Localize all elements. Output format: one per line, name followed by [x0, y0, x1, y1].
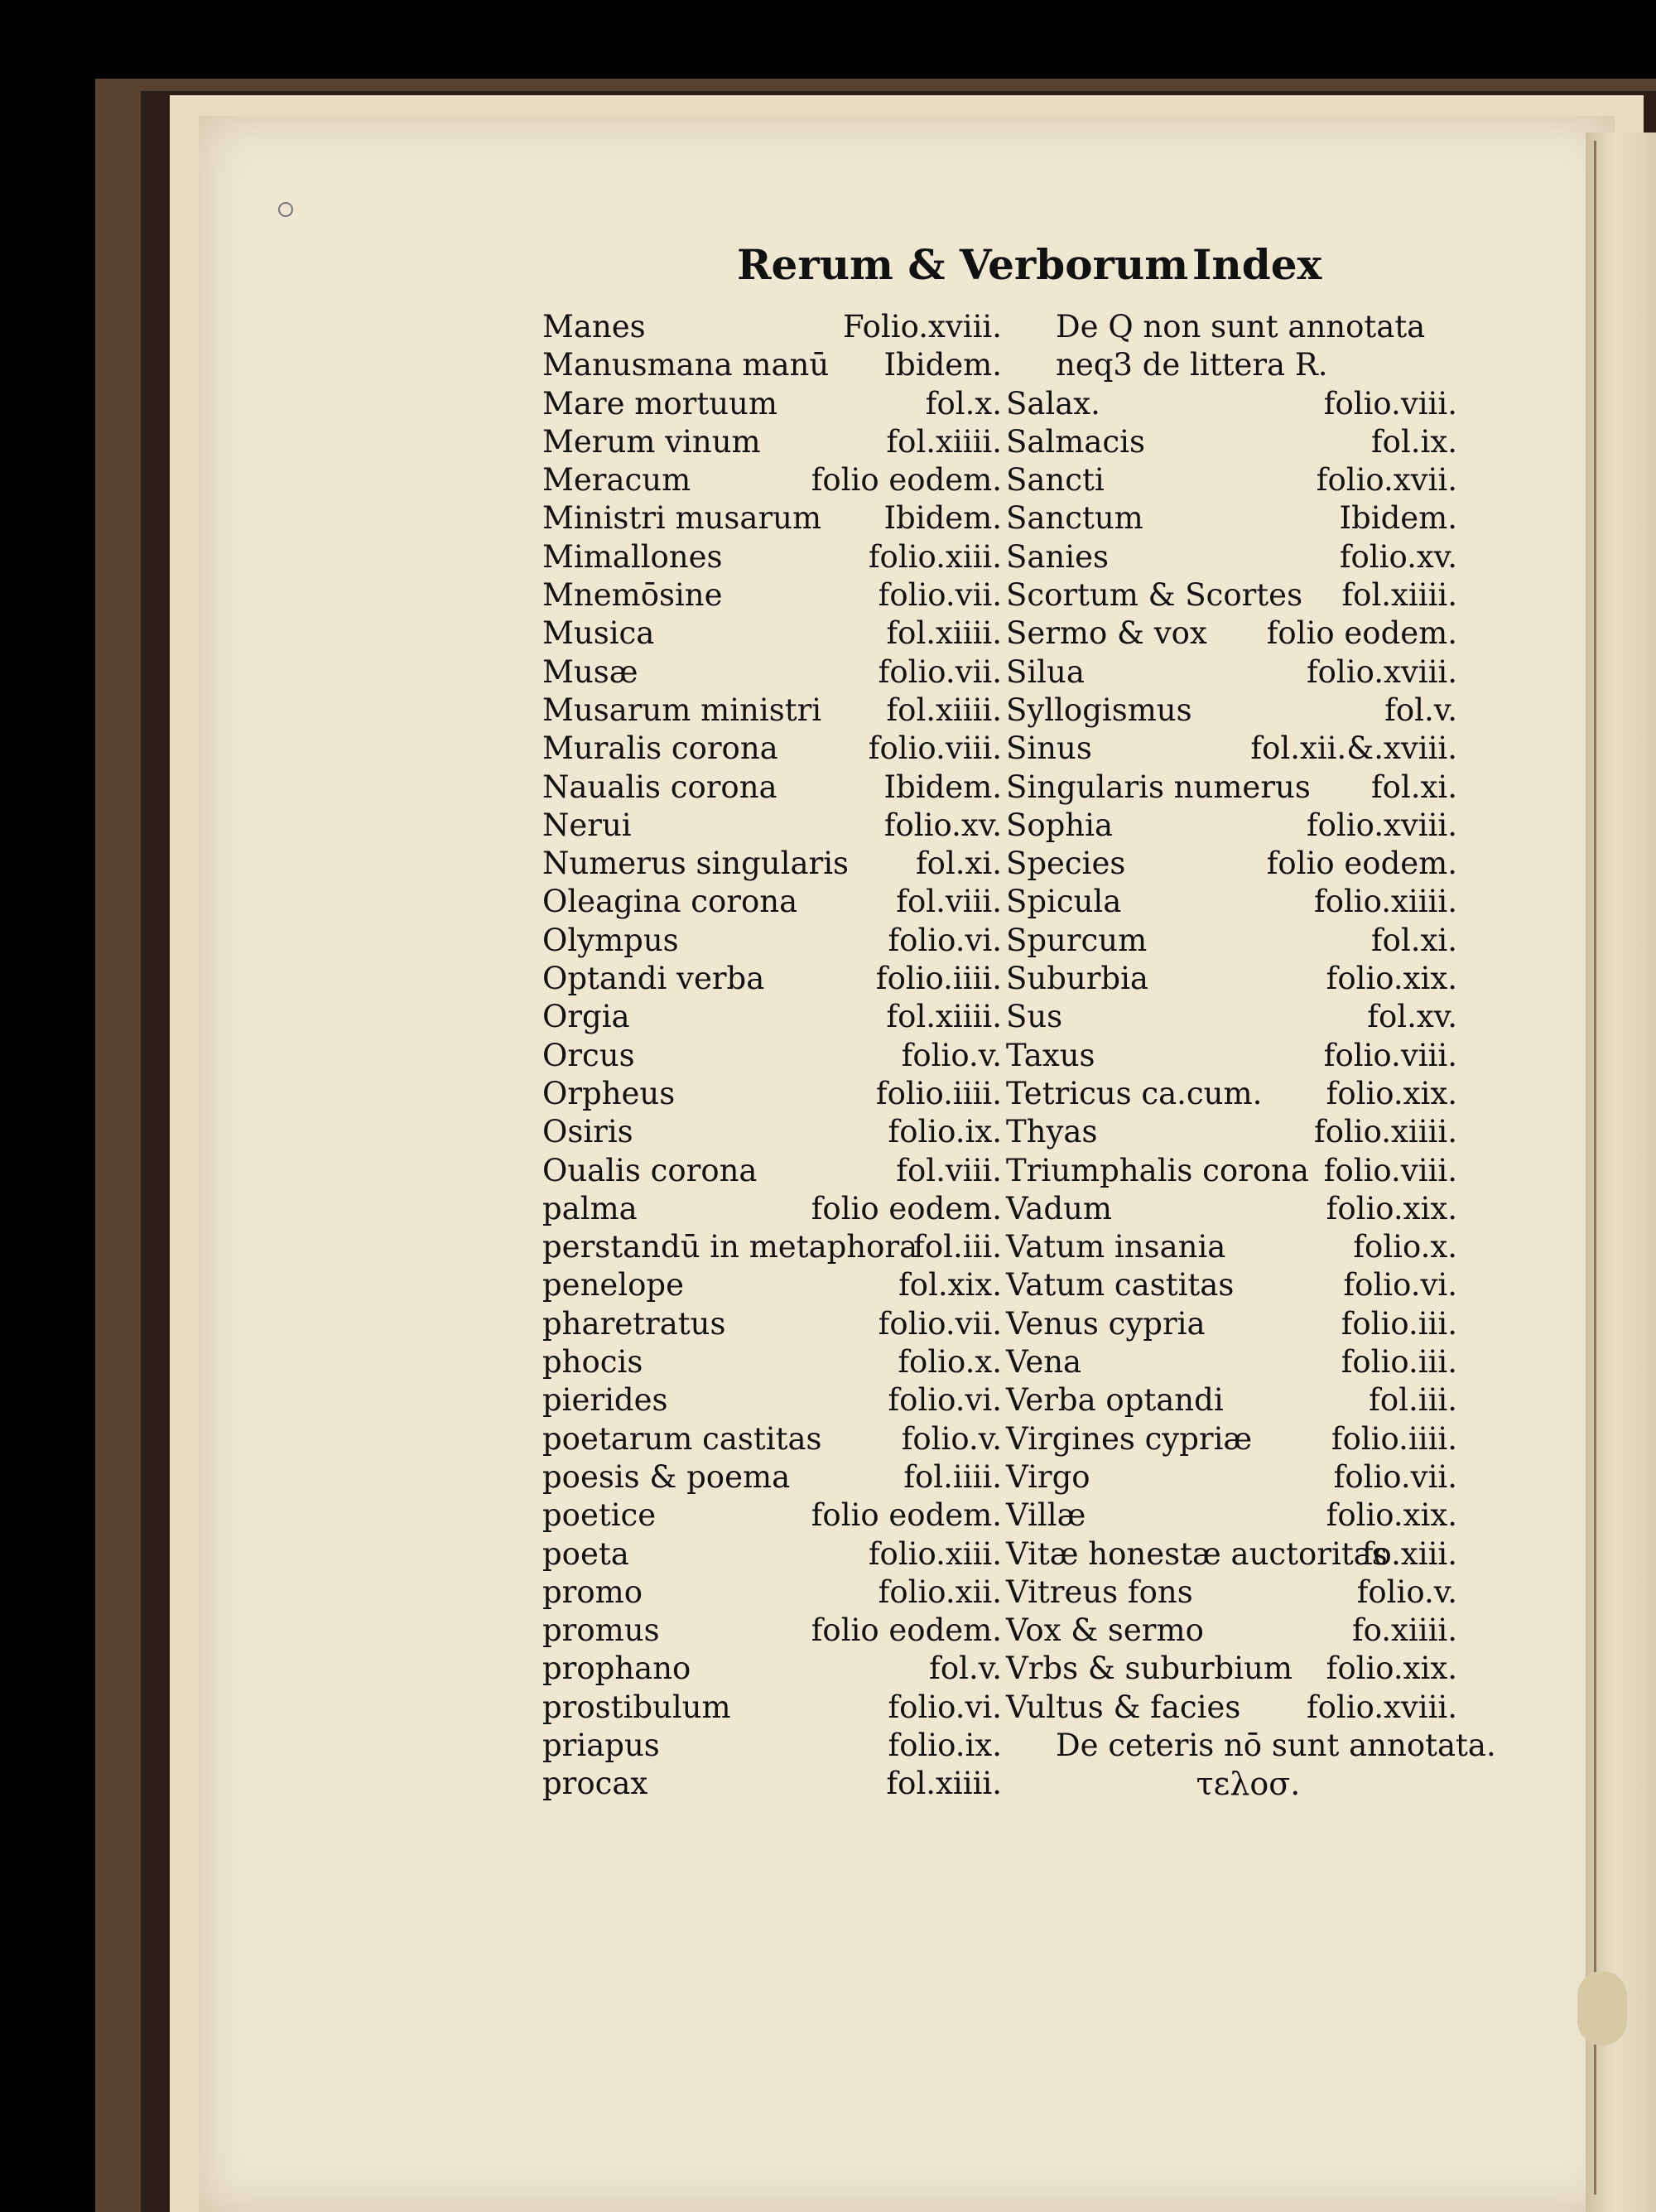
entry-word: Olympus: [542, 922, 679, 958]
entry-folio: folio.xviii.: [1306, 807, 1457, 843]
entry-word: Syllogismus: [1006, 692, 1192, 728]
entry-word: Optandi verba: [542, 961, 765, 997]
entry-word: promo: [542, 1573, 643, 1610]
entry-word: Ministri musarum: [542, 500, 822, 537]
entry-folio: fol.xiiii.: [886, 999, 1002, 1035]
entry-folio: fol.xiiii.: [886, 1766, 1002, 1802]
entry-folio: folio.x.: [1353, 1229, 1457, 1265]
entry-folio: folio.vii.: [1333, 1458, 1457, 1495]
entry-folio: folio.xix.: [1326, 961, 1457, 997]
entry-word: promus: [542, 1612, 660, 1649]
entry-word: poesis & poema: [542, 1458, 791, 1495]
entry-word: Scortum & Scortes: [1006, 577, 1303, 614]
index-entry: [1006, 1228, 1457, 1266]
index-entry: [542, 1458, 1002, 1496]
index-entry: [1006, 1305, 1457, 1343]
index-entry: [542, 1190, 1002, 1228]
index-entry: [542, 1650, 1002, 1688]
entry-folio: folio.viii.: [1323, 1152, 1457, 1188]
entry-word: Sanctum: [1006, 500, 1143, 537]
entry-folio: folio.viii.: [1323, 385, 1457, 422]
entry-folio: folio.xiii.: [868, 1535, 1002, 1572]
index-entry: [542, 346, 1002, 384]
entry-folio: fol.xiiii.: [886, 692, 1002, 728]
entry-word: palma: [542, 1190, 638, 1226]
entry-word: phocis: [542, 1344, 643, 1381]
entry-word: Sancti: [1006, 462, 1105, 499]
index-entry: [1006, 614, 1457, 653]
index-entry: [1006, 538, 1457, 576]
entry-folio: folio.xix.: [1326, 1075, 1457, 1111]
entry-word: Villæ: [1006, 1497, 1086, 1534]
entry-folio: folio eodem.: [1266, 846, 1457, 882]
entry-word: Musarum ministri: [542, 692, 822, 728]
index-entry: [1006, 1075, 1457, 1113]
index-entry: [542, 922, 1002, 960]
entry-word: Taxus: [1006, 1037, 1095, 1073]
index-entry: [1006, 1190, 1457, 1228]
entry-folio: folio.iiii.: [875, 961, 1002, 997]
entry-word: Vitreus fons: [1006, 1573, 1193, 1610]
index-entry: [542, 614, 1002, 653]
index-entry: [542, 1573, 1002, 1612]
entry-word: Osiris: [542, 1114, 633, 1150]
left-index-column: [542, 308, 1002, 1804]
entry-folio: folio.xii.: [878, 1573, 1002, 1610]
entry-folio: folio eodem.: [1266, 615, 1457, 652]
index-entry: [542, 1305, 1002, 1343]
entry-word: prophano: [542, 1651, 691, 1687]
index-entry: [1006, 1573, 1457, 1612]
index-entry: [1006, 845, 1457, 883]
index-entry: [1006, 1612, 1457, 1650]
entry-folio: folio.xix.: [1326, 1651, 1457, 1687]
index-entry: [542, 499, 1002, 537]
entry-folio: fol.x.: [925, 385, 1002, 422]
index-entry: [542, 576, 1002, 614]
index-entry: [542, 308, 1002, 346]
ring-mark: [278, 202, 293, 217]
index-entry: [1006, 883, 1457, 921]
entry-word: Spicula: [1006, 884, 1122, 920]
index-entry: [1006, 1496, 1457, 1535]
entry-word: Tetricus ca.cum.: [1006, 1075, 1263, 1111]
entry-word: Triumphalis corona: [1006, 1152, 1309, 1188]
entry-word: Orgia: [542, 999, 630, 1035]
entry-word: Sophia: [1006, 807, 1114, 843]
entry-word: Oleagina corona: [542, 884, 798, 920]
index-entry: [1006, 1037, 1457, 1075]
entry-word: poetarum castitas: [542, 1420, 822, 1457]
index-entry: [542, 538, 1002, 576]
entry-word: Oualis corona: [542, 1152, 758, 1188]
entry-folio: folio.vi.: [888, 922, 1002, 958]
index-entry: [1006, 385, 1457, 423]
entry-folio: folio eodem.: [811, 1612, 1002, 1649]
index-entry: [1006, 1343, 1457, 1381]
entry-folio: folio.xviii.: [1306, 1689, 1457, 1725]
entry-folio: fol.xi.: [1370, 922, 1457, 958]
binding-tie: [1577, 1971, 1627, 2046]
index-entry: [542, 692, 1002, 730]
entry-word: procax: [542, 1766, 648, 1802]
entry-folio: fol.xiiii.: [1341, 577, 1457, 614]
index-entry: [1006, 423, 1457, 461]
entry-word: Merum vinum: [542, 423, 761, 460]
index-entry: [1006, 1650, 1457, 1688]
index-entry: [542, 423, 1002, 461]
title-right: Index: [1192, 240, 1322, 289]
entry-folio: folio.v.: [1356, 1573, 1457, 1610]
entry-folio: folio.vi.: [1343, 1267, 1457, 1304]
entry-folio: fol.viii.: [896, 1152, 1002, 1188]
index-entry: [1006, 1381, 1457, 1419]
entry-word: Musica: [542, 615, 655, 652]
entry-folio: fol.xi.: [1370, 769, 1457, 805]
entry-word: poeta: [542, 1535, 629, 1572]
index-entry: [542, 845, 1002, 883]
index-entry: [542, 1381, 1002, 1419]
entry-word: Sermo & vox: [1006, 615, 1207, 652]
entry-word: Manes: [542, 309, 646, 345]
entry-word: Suburbia: [1006, 961, 1148, 997]
entry-folio: fol.xix.: [898, 1267, 1002, 1304]
entry-folio: folio.xviii.: [1306, 653, 1457, 690]
entry-folio: folio.viii.: [868, 730, 1002, 767]
entry-word: priapus: [542, 1727, 660, 1763]
index-entry: [1006, 960, 1457, 998]
entry-folio: fol.xiiii.: [886, 423, 1002, 460]
index-entry: [1006, 1113, 1457, 1151]
entry-word: Vrbs & suburbium: [1006, 1651, 1293, 1687]
entry-word: Mnemōsine: [542, 577, 723, 614]
index-entry: [542, 385, 1002, 423]
entry-word: Vadum: [1006, 1190, 1112, 1226]
entry-word: perstandū in metaphora: [542, 1229, 918, 1265]
index-entry: [1006, 998, 1457, 1036]
index-entry: [542, 1152, 1002, 1190]
entry-word: Mimallones: [542, 538, 723, 575]
entry-word: Naualis corona: [542, 769, 777, 805]
entry-word: Musæ: [542, 653, 638, 690]
index-entry: [542, 1727, 1002, 1765]
note-line-1: De Q non sunt annotata: [1056, 309, 1426, 345]
entry-word: prostibulum: [542, 1689, 731, 1725]
index-entry: [542, 653, 1002, 692]
entry-folio: fol.v.: [929, 1651, 1002, 1687]
index-entry: [1006, 922, 1457, 960]
index-entry: [542, 883, 1002, 921]
note-line-2: neq3 de littera R.: [1056, 347, 1328, 383]
entry-folio: folio.xv.: [883, 807, 1002, 843]
entry-folio: fol.xi.: [915, 846, 1002, 882]
entry-folio: folio.ix.: [888, 1114, 1002, 1150]
entry-word: Vitæ honestæ auctoritas: [1006, 1535, 1388, 1572]
entry-folio: folio.iii.: [1341, 1305, 1457, 1342]
entry-word: Vultus & facies: [1006, 1689, 1241, 1725]
index-entry: [542, 1343, 1002, 1381]
index-entry: [1006, 769, 1457, 807]
index-entry: [542, 1228, 1002, 1266]
entry-folio: folio.xv.: [1339, 538, 1457, 575]
entry-word: Virgo: [1006, 1458, 1090, 1495]
entry-folio: folio.v.: [901, 1420, 1002, 1457]
entry-folio: Ibidem.: [1339, 500, 1457, 537]
index-entry: [542, 1420, 1002, 1458]
entry-folio: fo.xiiii.: [1351, 1612, 1457, 1649]
entry-word: Singularis numerus: [1006, 769, 1311, 805]
entry-folio: folio.xiii.: [868, 538, 1002, 575]
entry-folio: fol.ix.: [1370, 423, 1457, 460]
entry-folio: folio.vii.: [878, 577, 1002, 614]
right-index-column: [1006, 308, 1496, 1804]
entry-folio: folio.vi.: [888, 1689, 1002, 1725]
entry-folio: folio.vi.: [888, 1382, 1002, 1419]
page-edge-line: [1594, 141, 1596, 2195]
entry-folio: folio eodem.: [811, 1497, 1002, 1534]
closing-line: De ceteris nō sunt annotata.: [1056, 1727, 1496, 1763]
index-entry: [542, 1689, 1002, 1727]
entry-folio: fol.iii.: [913, 1229, 1002, 1265]
entry-folio: folio.vii.: [878, 653, 1002, 690]
index-entry: [1006, 730, 1457, 768]
entry-word: Salmacis: [1006, 423, 1145, 460]
index-entry: [1006, 1689, 1457, 1727]
entry-folio: folio.iiii.: [1331, 1420, 1457, 1457]
index-entry: [1006, 1535, 1457, 1573]
entry-folio: fol.iiii.: [903, 1458, 1002, 1495]
entry-word: Silua: [1006, 653, 1085, 690]
entry-folio: fol.iii.: [1369, 1382, 1457, 1419]
entry-word: Virgines cypriæ: [1006, 1420, 1253, 1457]
page-title: [0, 240, 1656, 298]
entry-word: pierides: [542, 1382, 668, 1419]
entry-word: Thyas: [1006, 1114, 1098, 1150]
index-entry: [1006, 576, 1457, 614]
index-entry: [542, 1037, 1002, 1075]
title-left: Rerum & Verborum: [737, 240, 1189, 289]
entry-folio: folio.viii.: [1323, 1037, 1457, 1073]
entry-word: Meracum: [542, 462, 691, 499]
index-entry: [1006, 499, 1457, 537]
entry-folio: folio.ix.: [888, 1727, 1002, 1763]
index-entry: [542, 807, 1002, 845]
entry-word: Numerus singularis: [542, 846, 850, 882]
entry-word: Vatum castitas: [1006, 1267, 1235, 1304]
entry-folio: fol.xv.: [1367, 999, 1457, 1035]
entry-word: Nerui: [542, 807, 632, 843]
entry-word: Vox & sermo: [1006, 1612, 1204, 1649]
entry-word: Mare mortuum: [542, 385, 777, 422]
entry-word: Salax.: [1006, 385, 1100, 422]
entry-folio: folio.v.: [901, 1037, 1002, 1073]
index-entry: [542, 1496, 1002, 1535]
entry-folio: fo.xiii.: [1361, 1535, 1457, 1572]
index-entry: [1006, 692, 1457, 730]
entry-word: poetice: [542, 1497, 657, 1534]
entry-word: Orcus: [542, 1037, 635, 1073]
index-entry: [1006, 1420, 1457, 1458]
entry-folio: folio eodem.: [811, 462, 1002, 499]
entry-word: Venus cypria: [1006, 1305, 1206, 1342]
entry-folio: Ibidem.: [883, 769, 1002, 805]
index-entry: [1006, 1152, 1457, 1190]
entry-folio: fol.xii.&.xviii.: [1250, 730, 1457, 767]
entry-folio: Ibidem.: [883, 500, 1002, 537]
index-entry: [1006, 1458, 1457, 1496]
index-entry: [542, 1535, 1002, 1573]
entry-folio: folio.iii.: [1341, 1344, 1457, 1381]
entry-folio: folio eodem.: [811, 1190, 1002, 1226]
entry-word: Species: [1006, 846, 1126, 882]
index-entry: [542, 769, 1002, 807]
entry-word: Sus: [1006, 999, 1063, 1035]
entry-word: pharetratus: [542, 1305, 726, 1342]
index-entry: [542, 998, 1002, 1036]
entry-folio: fol.xiiii.: [886, 615, 1002, 652]
entry-folio: fol.v.: [1384, 692, 1457, 728]
index-entry: [542, 1266, 1002, 1304]
index-entry: [1006, 807, 1457, 845]
entry-word: penelope: [542, 1267, 684, 1304]
index-entry: [542, 1113, 1002, 1151]
entry-word: Manusmana manū: [542, 347, 830, 383]
entry-word: Sinus: [1006, 730, 1092, 767]
entry-folio: folio.xiiii.: [1314, 884, 1457, 920]
index-entry: [542, 960, 1002, 998]
index-entry: [542, 730, 1002, 768]
entry-folio: Folio.xviii.: [842, 309, 1002, 345]
entry-word: Orpheus: [542, 1075, 676, 1111]
right-entries: [1006, 385, 1457, 1727]
entry-folio: folio.iiii.: [875, 1075, 1002, 1111]
index-entry: [1006, 461, 1457, 499]
entry-folio: folio.xiiii.: [1314, 1114, 1457, 1150]
entry-folio: folio.xix.: [1326, 1190, 1457, 1226]
entry-folio: Ibidem.: [883, 347, 1002, 383]
entry-folio: folio.xvii.: [1316, 462, 1457, 499]
telos: τελοσ.: [1196, 1766, 1301, 1803]
index-entry: [542, 461, 1002, 499]
entry-folio: folio.xix.: [1326, 1497, 1457, 1534]
index-entry: [1006, 653, 1457, 692]
index-entry: [1006, 1266, 1457, 1304]
entry-folio: folio.vii.: [878, 1305, 1002, 1342]
index-entry: [542, 1075, 1002, 1113]
entry-word: Muralis corona: [542, 730, 778, 767]
index-entry: [542, 1612, 1002, 1650]
entry-word: Verba optandi: [1006, 1382, 1224, 1419]
entry-word: Spurcum: [1006, 922, 1148, 958]
entry-folio: fol.viii.: [896, 884, 1002, 920]
entry-word: Vatum insania: [1006, 1229, 1226, 1265]
entry-word: Vena: [1006, 1344, 1082, 1381]
entry-folio: folio.x.: [898, 1344, 1002, 1381]
index-entry: [542, 1765, 1002, 1803]
entry-word: Sanies: [1006, 538, 1109, 575]
